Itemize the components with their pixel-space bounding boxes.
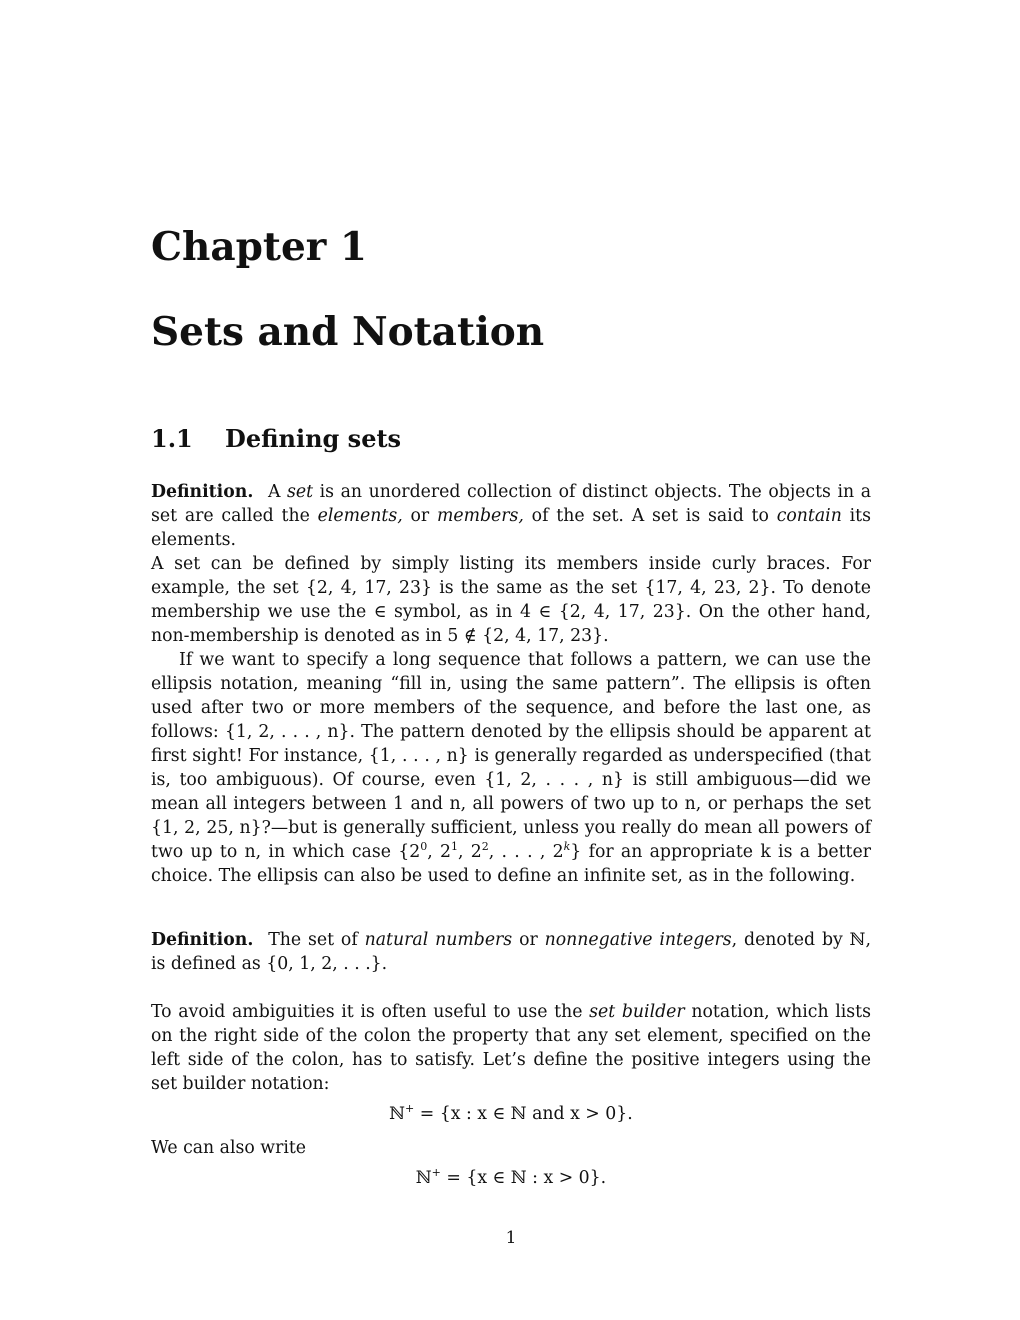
term-nonnegative-integers: nonnegative integers — [544, 930, 732, 950]
text: of the set. A set is said to — [531, 506, 769, 526]
superscript: k — [563, 840, 571, 854]
term-natural-numbers: natural numbers — [364, 930, 513, 950]
superscript: + — [405, 1102, 415, 1116]
text: , . . . , 2 — [488, 842, 564, 862]
section-heading — [151, 424, 402, 453]
text: , denoted by ℕ, is defined as {0, 1, 2, . . .}. — [151, 930, 871, 974]
superscript: 1 — [451, 840, 458, 854]
text: or — [519, 930, 538, 950]
superscript: + — [431, 1166, 441, 1180]
math: ℕ — [415, 1168, 432, 1188]
math: ℕ — [389, 1104, 406, 1124]
text: its elements. — [151, 506, 871, 550]
superscript: 2 — [481, 840, 489, 854]
text: , 2 — [427, 842, 451, 862]
text: is an unordered collection of distinct objects. The objects in a set are called the — [151, 482, 872, 526]
section-title: Defining sets — [225, 424, 402, 453]
paragraph-ellipsis — [151, 648, 871, 888]
term-contain: contain — [776, 506, 842, 526]
text: If we want to specify a long sequence that follows a pattern, we can use the ellipsis notation, meaning “fill in, using the same pattern”. The ellipsis is often used after two or more members of the sequence, and before the last one, as follows: {1, 2, . . . , n}. The pattern denoted by the ellipsis should be apparent at first sight! For instance, {1, . . . , n} is generally regarded as underspecified (that is, too ambiguous). Of course, even {1, 2, . . . , n} is still ambiguous—did we mean all integers between 1 and n, all powers of two up to n, or perhaps the set {1, 2, 25, n}?—but is generally sufficient, unless you really do mean all powers of two up to n, in which case {2 — [151, 650, 871, 862]
term-set-builder: set builder — [589, 1002, 685, 1022]
term-elements: elements, — [317, 506, 403, 526]
page-number: 1 — [505, 1228, 517, 1248]
text: notation, which lists on the right side of the colon the property that any set element, specified on the left side of the colon, has to satisfy. Let’s define the positive integers using the set builder notation: — [151, 1002, 871, 1094]
superscript: 0 — [420, 840, 428, 854]
definition-natural-numbers — [151, 928, 871, 976]
equation-2 — [151, 1166, 871, 1190]
term-members: members, — [436, 506, 524, 526]
text: or — [410, 506, 430, 526]
text: To avoid ambiguities it is often useful to use the — [151, 1002, 583, 1022]
text: The set of — [268, 930, 358, 950]
paragraph-listing: A set can be defined by simply listing its members inside curly braces. For example, the set {2, 4, 17, 23} is the same as the set {17, 4, 23, 2}. To denote membership we use the ∈ symbol, as in 4 ∈ {2, 4, 17, 23}. On the other hand, non-membership is denoted as in 5 ∉ {2, 4, 17, 23}. — [151, 554, 871, 646]
text: A — [267, 482, 281, 502]
paragraph-set-builder — [151, 1000, 871, 1190]
text: } for an appropriate k is a better choice. The ellipsis can also be used to define an infinite set, as in the following. — [151, 842, 871, 886]
equation-1 — [151, 1102, 871, 1126]
text: , 2 — [458, 842, 482, 862]
chapter-label: Chapter 1 — [151, 224, 368, 270]
paragraph-also-write: We can also write — [151, 1138, 307, 1158]
section-number: 1.1 — [151, 424, 193, 453]
chapter-title: Sets and Notation — [151, 309, 545, 355]
body-paragraphs — [151, 552, 871, 888]
math: = {x ∈ ℕ : x > 0}. — [440, 1168, 607, 1188]
definition-heading: Definition. — [151, 930, 254, 950]
definition-heading: Definition. — [151, 482, 254, 502]
definition-set — [151, 480, 871, 552]
math: = {x : x ∈ ℕ and x > 0}. — [414, 1104, 633, 1124]
term-set: set — [287, 482, 314, 502]
